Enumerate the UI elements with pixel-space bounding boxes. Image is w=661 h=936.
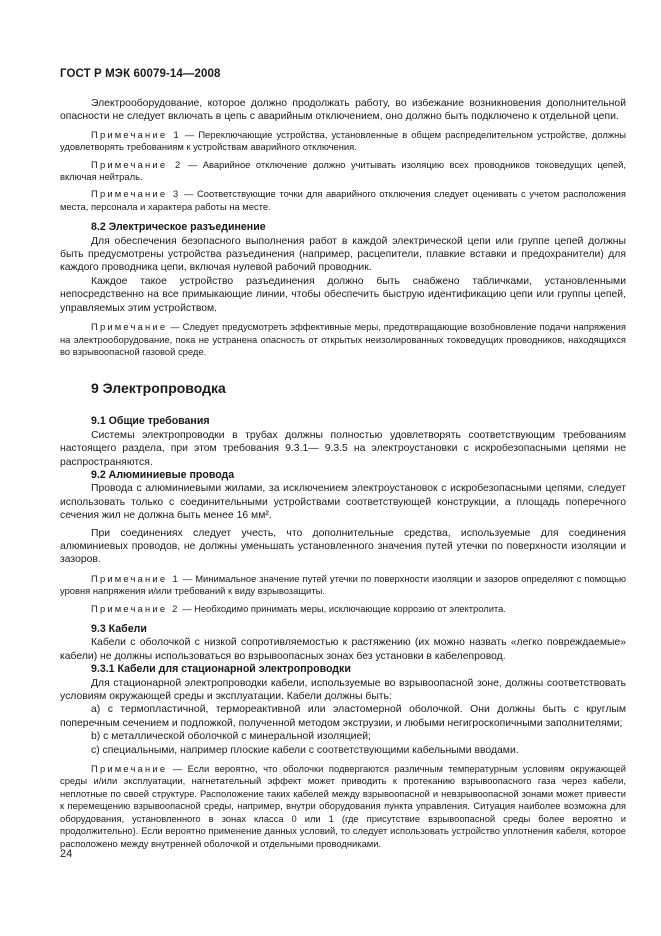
page-number: 24 — [60, 848, 73, 860]
note-text: — Минимальное значение путей утечки по поверхности изоляции и зазоров определяют с помощью уровня напряжения и/или требований к виду взрывозащиты. — [60, 572, 627, 597]
note-text: — Следует предусмотреть эффективные меры, предотвращающие возобновление подачи напряжения на электрооборудование, пока не устранена опасность от открытых неизолированных токоведущих проводников, находящихся во взрывоопасной газовой среде. — [60, 321, 626, 357]
paragraph: Системы электропроводки в трубах должны полностью удовлетворять соответствующим требованиям настоящего раздела, при этом требования 9.3.1— 9.3.5 на электроустановки с искробезопасными цепями не распространяются. — [60, 429, 626, 468]
paragraph: При соединениях следует учесть, что дополнительные средства, используемые для соединения алюминиевых проводов, не должны уменьшать установленного значения путей утечки по поверхности изоляции и зазоров. — [60, 527, 626, 566]
note-label: Примечание — [91, 321, 168, 333]
paragraph: Электрооборудование, которое должно продолжать работу, во избежание возникновения дополнительной опасности не следует включать в цепь с аварийным отключением, оно должно быть подключено к отдельной цепи. — [60, 98, 626, 123]
note — [60, 129, 626, 154]
section-heading-9-2: 9.2 Алюминиевые провода — [91, 468, 235, 481]
list-item-b: b) с металлической оболочкой с минеральной изоляцией; — [91, 731, 371, 743]
note-text: — Если вероятно, что оболочки подвергаются различным температурным условиям окружающей среды и/или эксплуатации, нагнетательный эффект может приводить к протеканию взрывоопасного газа через кабели, неплотные по своей структуре. Расположение таких кабелей между взрывоопасной и невзрывоопасной зонами может привести к перемещению взрывоопасной среды, например, внутри оборудования пункта управления. Ситуация наиболее возможна для оборудования, установленного в зонах класса 0 или 1 (где присутствие взрывоопасной среды более вероятно и продолжительно). Если вероятно применение данных условий, то следует использовать устройство уплотнения кабеля, которое расположено между внутренней оболочкой и отдельными проводниками. — [60, 763, 626, 849]
note — [60, 188, 626, 213]
document-body — [60, 97, 626, 850]
list-item-c: c) специальными, например плоские кабели с соответствующими кабельными вводами. — [91, 744, 519, 756]
section-heading-9-3-1: 9.3.1 Кабели для стационарной электропроводки — [91, 663, 351, 676]
note — [60, 573, 626, 598]
note — [60, 763, 626, 850]
section-heading-8-2: 8.2 Электрическое разъединение — [91, 221, 266, 234]
note — [60, 321, 626, 358]
list-item-a: a) с термопластичной, термореактивной или эластомерной оболочкой. Они должны быть с круглым поперечным сечением и подложкой, полученной методом экструзии, и любыми негигроскопичными заполнителями; — [60, 704, 626, 729]
paragraph: Для обеспечения безопасного выполнения работ в каждой электрической цепи или группе цепей должны быть предусмотрены устройства разъединения (например, расцепители, плавкие вставки и предохранители) для каждого проводника цепи, включая нулевой рабочий проводник. — [60, 235, 626, 274]
note-text: — Переключающие устройства, установленные в общем распределительном устройстве, должны удовлетворять требованиям к устройствам аварийного отключения. — [60, 128, 627, 153]
paragraph: Кабели с оболочкой с низкой сопротивляемостью к растяжению (их можно назвать «легко повреждаемые» кабели) не должны использоваться во взрывоопасных зонах без установки в кабелепровод. — [60, 637, 626, 662]
note — [60, 159, 626, 184]
note-label: Примечание 1 — [91, 572, 180, 584]
note-label: Примечание 1 — [91, 128, 181, 140]
note-label: Примечание 2 — [91, 158, 183, 170]
note-label: Примечание 2 — [91, 602, 180, 614]
section-heading-9: 9 Электропроводка — [91, 380, 226, 397]
note-label: Примечание 3 — [91, 188, 181, 200]
note — [60, 603, 626, 615]
paragraph: Для стационарной электропроводки кабели, используемые во взрывоопасной зоне, должны соответствовать условиям окружающей среды и эксплуатации. Кабели должны быть: — [60, 677, 626, 703]
note-text: — Необходимо принимать меры, исключающие коррозию от электролита. — [179, 602, 506, 614]
paragraph: Каждое такое устройство разъединения должно быть снабжено табличками, установленными непосредственно на все примыкающие линии, чтобы обеспечить быструю идентификацию цепи или группы цепей, управляемых этим устройством. — [60, 275, 626, 314]
section-heading-9-3: 9.3 Кабели — [91, 623, 147, 635]
note-label: Примечание — [91, 763, 168, 775]
document-header: ГОСТ Р МЭК 60079-14—2008 — [60, 68, 221, 80]
section-heading-9-1: 9.1 Общие требования — [91, 415, 210, 428]
note-text: — Аварийное отключение должно учитывать изоляцию всех проводников токоведущих цепей, включая нейтраль. — [60, 158, 627, 183]
note-text: — Соответствующие точки для аварийного отключения следует оценивать с учетом расположения места, персонала и характера работы на месте. — [60, 188, 626, 212]
paragraph: Провода с алюминиевыми жилами, за исключением электроустановок с искробезопасными цепями, следует использовать только с соединительными устройствами соответствующей конструкции, а площадь поперечного сечения жил не должна быть менее 16 мм². — [60, 483, 626, 522]
